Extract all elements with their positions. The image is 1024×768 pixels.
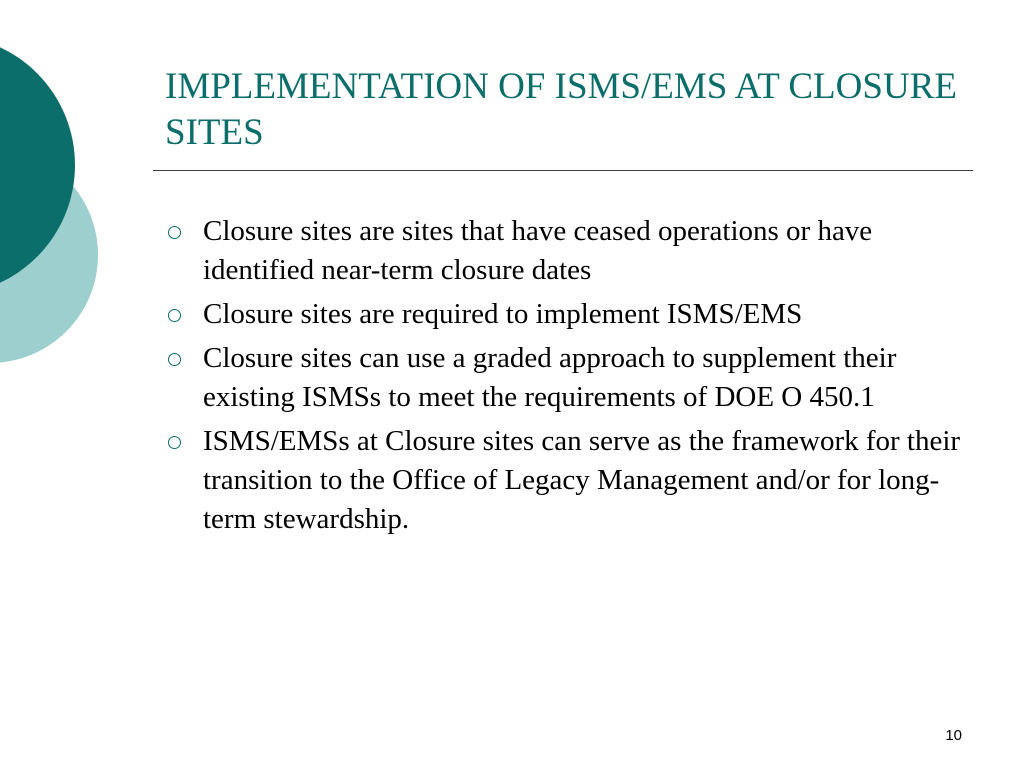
bullet-text: ISMS/EMSs at Closure sites can serve as the framework for their transition to the Office of Legacy Management and/or for long-term stewardship. [203, 425, 961, 535]
hollow-circle-bullet-icon [168, 436, 181, 449]
hollow-circle-bullet-icon [168, 309, 181, 322]
bullet-item [163, 339, 963, 417]
bullet-item [163, 422, 963, 539]
title-divider [153, 170, 973, 171]
bullet-item [163, 295, 963, 334]
hollow-circle-bullet-icon [168, 353, 181, 366]
hollow-circle-bullet-icon [168, 226, 181, 239]
bullet-text: Closure sites are sites that have ceased operations or have identified near-term closure dates [203, 215, 873, 286]
bullet-text: Closure sites are required to implement ISMS/EMS [203, 298, 803, 330]
decorative-circles [0, 0, 120, 420]
slide-title: IMPLEMENTATION OF ISMS/EMS AT CLOSURE SITES [165, 66, 957, 153]
page-number: 10 [945, 727, 962, 744]
bullet-item [163, 212, 963, 290]
bullet-text: Closure sites can use a graded approach to supplement their existing ISMSs to meet the requirements of DOE O 450.1 [203, 342, 897, 413]
bullet-list [163, 212, 963, 544]
